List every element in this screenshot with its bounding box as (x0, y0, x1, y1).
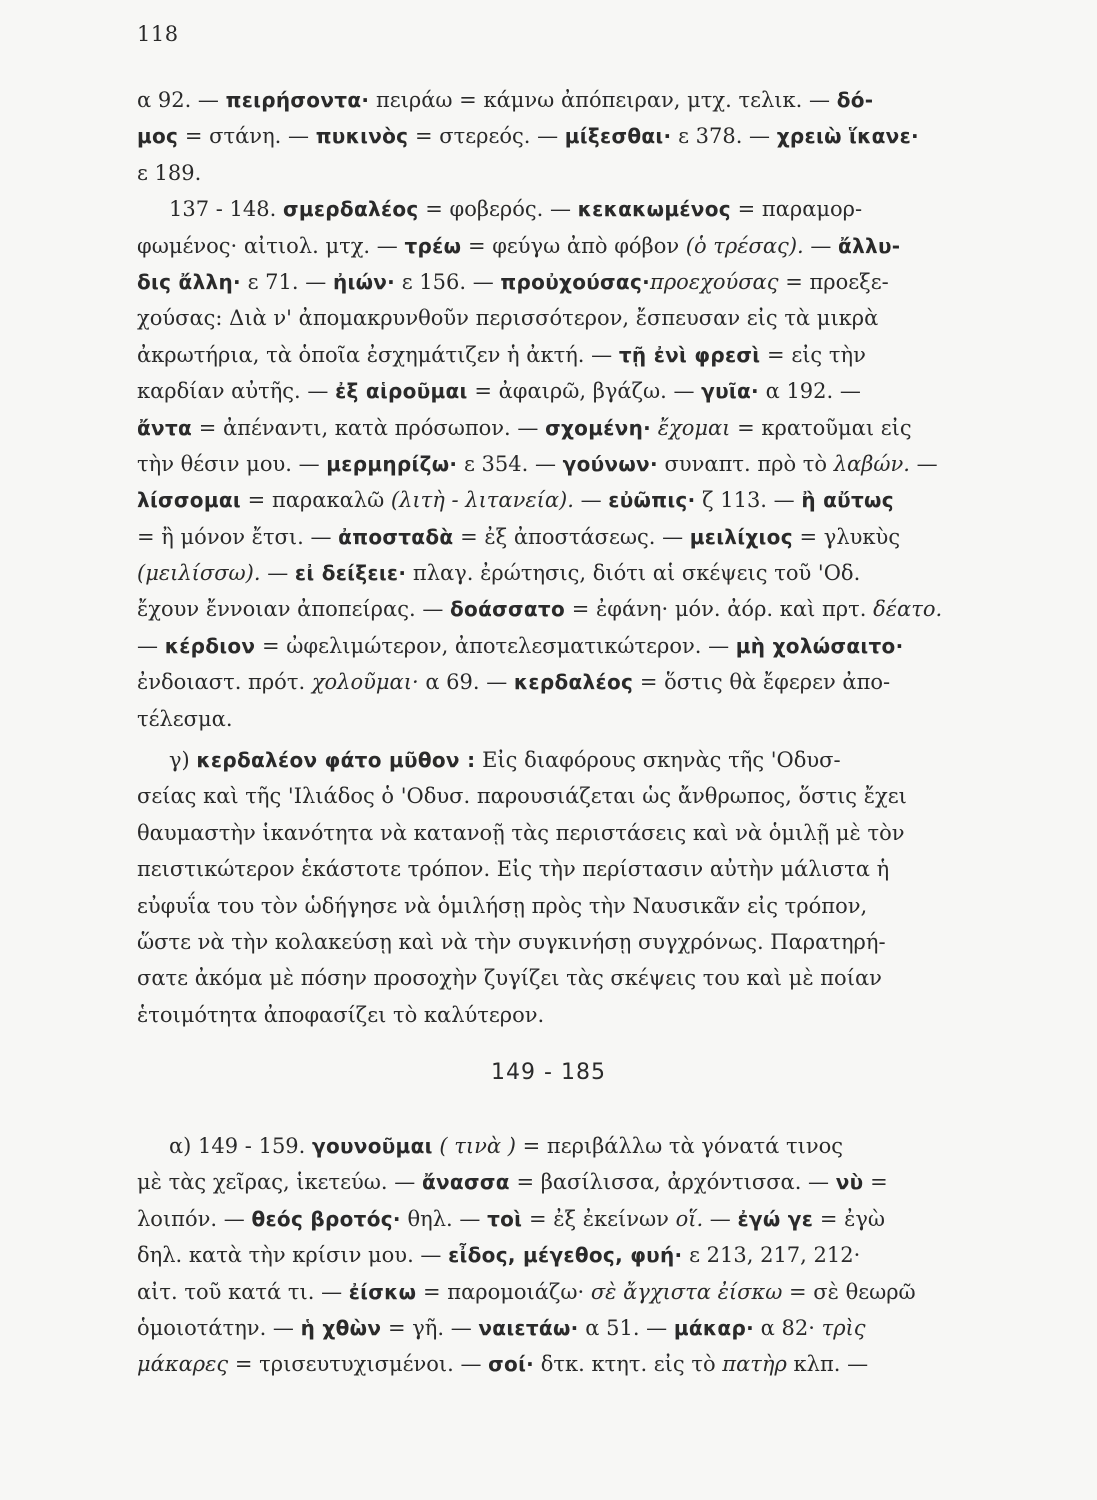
text-segment: ε 378. — (671, 124, 777, 149)
text-line (137, 82, 987, 118)
text-segment: ε 156. — (395, 269, 501, 294)
italic-term: μάκαρες (137, 1352, 229, 1377)
headword: ἢ αὔτως (801, 488, 894, 513)
text-line (137, 815, 987, 851)
headword: ἐγώ γε (737, 1206, 814, 1231)
italic-term: (λιτὴ - λιτανεία). (390, 488, 574, 513)
italic-term: ( τινὰ ) (439, 1134, 516, 1158)
commentary-paragraph-gamma (137, 742, 987, 1033)
headword: εὐῶπις· (608, 488, 696, 513)
text-segment: — (573, 488, 609, 513)
text-segment: = εἰς τὴν (760, 342, 866, 367)
text-segment: καρδίαν αὐτῆς. — (137, 379, 336, 404)
headword: ναιετάω· (478, 1315, 579, 1340)
headword: εἰ δείξειε· (294, 561, 407, 586)
text-line (137, 1310, 987, 1346)
text-segment: α 69. — (418, 670, 514, 695)
text-line (137, 1201, 987, 1237)
page-number: 118 (137, 22, 179, 46)
text-segment: = φεύγω ἀπὸ φόβον (461, 233, 686, 258)
text-line (137, 555, 987, 591)
text-line (137, 191, 987, 227)
text-segment: μὲ τὰς χεῖρας, ἱκετεύω. — (137, 1170, 422, 1195)
text-line (137, 628, 987, 664)
italic-term: οἵ. (675, 1206, 704, 1231)
headword: μειλίχιος (689, 524, 793, 549)
text-line (137, 701, 987, 737)
text-segment: χούσας: Διὰ ν' ἀπομακρυνθοῦν περισσότερον, ἔσπευσαν εἰς τὰ μικρὰ (137, 306, 879, 331)
text-segment: ε 354. — (457, 451, 563, 476)
text-segment: = (863, 1170, 888, 1195)
headword: θεός βροτός· (251, 1206, 401, 1231)
italic-term: λαβών. (833, 451, 910, 476)
text-line (137, 373, 987, 409)
text-line (137, 118, 987, 154)
headword: δοάσσατο (450, 597, 566, 622)
headword: γούνων· (562, 451, 658, 476)
text-line (137, 1346, 987, 1382)
headword: ἄντα (137, 415, 193, 440)
headword: μὴ χολώσαιτο· (735, 633, 904, 658)
text-segment: ἔχουν ἔννοιαν ἀποπείρας. — (137, 597, 451, 622)
text-segment: δτκ. κτητ. εἰς τὸ (534, 1352, 723, 1377)
text-line (137, 888, 987, 924)
headword: ἐίσκω (348, 1279, 417, 1304)
headword: κέρδιον (164, 633, 256, 658)
italic-term: προεχούσας (650, 269, 779, 294)
text-segment: α 92. — (137, 88, 226, 112)
text-segment: εὐφυΐα του τὸν ὡδήγησε νὰ ὁμιλήσῃ πρὸς τὴν Ναυσικᾶν εἰς τρόπον, (137, 893, 868, 918)
headword: μάκαρ· (673, 1315, 754, 1340)
text-line (137, 410, 987, 446)
text-segment: κλπ. — (786, 1352, 869, 1377)
text-segment: = παρακαλῶ (241, 488, 391, 513)
section-heading: 149 - 185 (491, 1060, 606, 1085)
headword: δό- (836, 88, 874, 112)
text-segment: σατε ἀκόμα μὲ πόσην προσοχὴν ζυγίζει τὰς σκέψεις του καὶ μὲ ποίαν (137, 966, 882, 991)
text-segment: — (137, 633, 165, 658)
headword: μίξεσθαι· (564, 124, 672, 149)
text-segment: = παραμορ- (730, 197, 863, 222)
text-segment: = κρατοῦμαι εἰς (730, 415, 912, 440)
headword: εἶδος, μέγεθος, φυή· (448, 1243, 683, 1268)
text-line (137, 228, 987, 264)
text-line (137, 591, 987, 627)
text-segment: θαυμαστὴν ἱκανότητα νὰ κατανοῇ τὰς περιστάσεις καὶ νὰ ὁμιλῇ μὲ τὸν (137, 820, 905, 845)
text-segment: = στάνη. — (178, 124, 316, 149)
headword: πειρήσοντα· (225, 88, 370, 112)
text-segment: = βασίλισσα, ἀρχόντισσα. — (509, 1170, 836, 1195)
text-segment (651, 416, 658, 440)
text-segment: α 192. — (758, 379, 861, 404)
text-line (137, 482, 987, 518)
headword: τοὶ (487, 1206, 523, 1231)
text-segment: = ἐγὼ (813, 1206, 886, 1231)
text-segment: ε 213, 217, 212· (682, 1243, 861, 1268)
text-line (137, 300, 987, 336)
text-segment: πειστικώτερον ἑκάστοτε τρόπον. Εἰς τὴν περίστασιν αὐτὴν μάλιστα ἡ (137, 857, 890, 882)
headword: ἄλλυ- (838, 233, 901, 258)
text-line (137, 1128, 987, 1164)
text-segment: = ἀπέναντι, κατὰ πρόσωπον. — (192, 415, 546, 440)
text-line (137, 337, 987, 373)
italic-term: ἔχομαι (657, 415, 731, 440)
text-segment: α) 149 - 159. (169, 1134, 313, 1158)
text-segment: = στερεός. — (408, 124, 565, 149)
text-line (137, 155, 987, 191)
headword: κερδαλέον φάτο μῦθον : (196, 748, 476, 772)
text-line (137, 924, 987, 960)
text-segment: ἐνδοιαστ. πρότ. (137, 670, 312, 695)
text-segment: σείας καὶ τῆς 'Ιλιάδος ὁ 'Οδυσ. παρουσιάζεται ὡς ἄνθρωπος, ὅστις ἔχει (137, 784, 907, 809)
text-line (137, 1274, 987, 1310)
headword: προὐχούσας· (500, 269, 651, 294)
text-segment: ὥστε νὰ τὴν κολακεύσῃ καὶ νὰ τὴν συγκινήσῃ συγχρόνως. Παρατηρή- (137, 929, 886, 954)
headword: ἐξ αἱροῦμαι (335, 379, 468, 404)
headword: τρέω (404, 233, 462, 258)
text-line (137, 778, 987, 814)
text-line (137, 1164, 987, 1200)
text-segment: Εἰς διαφόρους σκηνὰς τῆς 'Οδυσ- (475, 748, 841, 772)
text-segment: = γλυκὺς (792, 524, 901, 549)
text-segment: = ἢ μόνον ἔτσι. — (137, 524, 339, 549)
italic-term: πατὴρ (722, 1352, 787, 1377)
text-segment: — (260, 561, 295, 586)
text-segment: — (909, 451, 938, 476)
text-segment: θηλ. — (400, 1206, 488, 1231)
text-line (137, 519, 987, 555)
text-segment: α 51. — (578, 1315, 674, 1340)
text-segment: α 82· (753, 1315, 822, 1340)
text-segment: = σὲ θεωρῶ (782, 1279, 916, 1304)
italic-term: δέατο. (873, 597, 943, 622)
text-segment: πλαγ. ἐρώτησις, διότι αἱ σκέψεις τοῦ 'Οδ. (406, 561, 861, 586)
text-segment: πειράω = κάμνω ἀπόπειραν, μτχ. τελικ. — (369, 88, 837, 112)
text-segment: ε 71. — (240, 269, 333, 294)
text-line (137, 997, 987, 1033)
headword: γυῖα· (701, 379, 759, 404)
text-segment: — (703, 1206, 738, 1231)
text-segment: = γῆ. — (381, 1315, 479, 1340)
text-segment: = ὠφελιμώτερον, ἀποτελεσματικώτερον. — (255, 633, 736, 658)
headword: σχομένη· (545, 415, 652, 440)
commentary-paragraph-149-159 (137, 1128, 987, 1383)
headword: γουνοῦμαι (312, 1134, 433, 1158)
headword: ἠιών· (332, 269, 396, 294)
text-line (137, 742, 987, 778)
headword: ἀποσταδὰ (338, 524, 454, 549)
text-segment: τέλεσμα. (137, 706, 233, 731)
text-segment: = παρομοιάζω· (416, 1279, 591, 1304)
headword: χρειὼ ἵκανε· (776, 124, 919, 149)
headword: πυκινὸς (315, 124, 409, 149)
text-segment: ζ 113. — (695, 488, 802, 513)
text-segment: δηλ. κατὰ τὴν κρίσιν μου. — (137, 1243, 449, 1268)
text-segment: αἰτ. τοῦ κατά τι. — (137, 1279, 349, 1304)
text-segment: = τρισευτυχισμένοι. — (228, 1352, 489, 1377)
text-segment: = προεξε- (778, 269, 889, 294)
headword: νὺ (835, 1170, 864, 1195)
headword: σμερδαλέος (282, 197, 419, 222)
text-segment: λοιπόν. — (137, 1206, 252, 1231)
headword: κερδαλέος (513, 670, 634, 695)
text-line (137, 960, 987, 996)
headword: λίσσομαι (137, 488, 241, 513)
text-line (137, 664, 987, 700)
text-line (137, 446, 987, 482)
text-segment: = ἀφαιρῶ, βγάζω. — (467, 379, 702, 404)
text-segment: τὴν θέσιν μου. — (137, 451, 327, 476)
text-line (137, 851, 987, 887)
text-segment: = ἐξ ἐκείνων (522, 1206, 676, 1231)
headword: τῇ ἐνὶ φρεσὶ (618, 342, 761, 367)
text-segment: ε 189. (137, 160, 202, 185)
headword: μερμηρίζω· (326, 451, 458, 476)
headword: ἡ χθὼν (300, 1315, 382, 1340)
headword: κεκακωμένος (577, 197, 731, 222)
italic-term: χολοῦμαι· (311, 670, 419, 695)
text-line (137, 1237, 987, 1273)
italic-term: σὲ ἄγχιστα ἐίσκω (590, 1279, 783, 1304)
text-segment: ἑτοιμότητα ἀποφασίζει τὸ καλύτερον. (137, 1002, 545, 1027)
text-segment: = ἐξ ἀποστάσεως. — (453, 524, 690, 549)
text-segment: = φοβερός. — (418, 197, 578, 222)
italic-term: τρὶς (821, 1315, 866, 1340)
headword: ἄνασσα (421, 1170, 510, 1195)
text-segment: φωμένος· αἰτιολ. μτχ. — (137, 233, 405, 258)
headword: δις ἄλλη· (137, 269, 241, 294)
italic-term: (μειλίσσω). (137, 561, 261, 586)
italic-term: (ὁ τρέσας). (685, 233, 804, 258)
headword: σοί· (488, 1352, 535, 1377)
text-segment: ὁμοιοτάτην. — (137, 1315, 301, 1340)
text-segment: γ) (169, 748, 197, 772)
commentary-paragraph-92-148 (137, 82, 987, 737)
text-segment: συναπτ. πρὸ τὸ (657, 451, 834, 476)
headword: μος (137, 124, 179, 149)
text-segment: = ὅστις θὰ ἔφερεν ἀπο- (633, 670, 891, 695)
text-segment: = ἐφάνη· μόν. ἀόρ. καὶ πρτ. (565, 597, 874, 622)
text-segment: 137 - 148. (169, 197, 283, 222)
text-segment: — (803, 233, 839, 258)
text-segment: = περιβάλλω τὰ γόνατά τινος (515, 1134, 844, 1158)
text-segment: ἀκρωτήρια, τὰ ὁποῖα ἐσχημάτιζεν ἡ ἀκτή. — (137, 342, 619, 367)
text-line (137, 264, 987, 300)
